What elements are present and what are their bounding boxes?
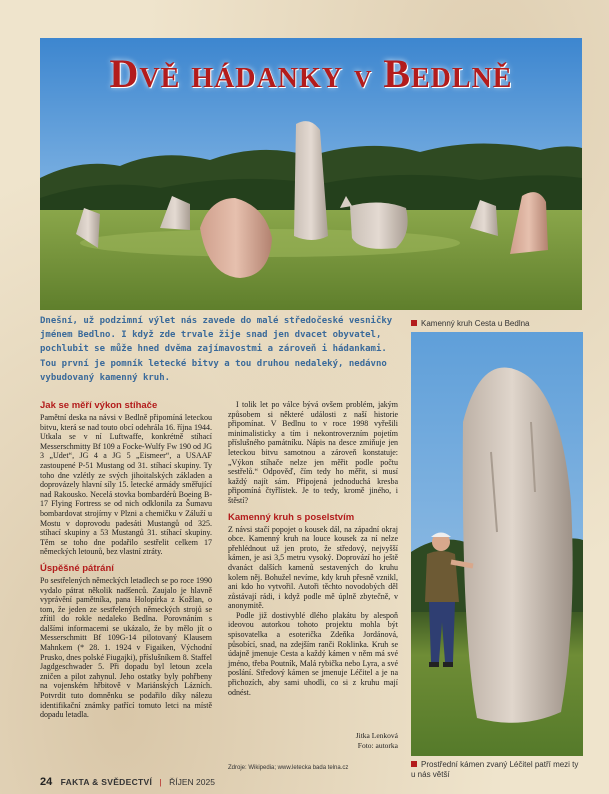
- central-stone-image: [411, 332, 583, 756]
- title-part-3: Bedlně: [383, 51, 513, 96]
- author-signature: [228, 731, 398, 750]
- caption-bottom: [411, 760, 581, 780]
- paragraph: Pamětní deska na návsi v Bedlně připomíná leteckou bitvu, která se nad touto obcí odehrála 16. října 1944. Utkala se v ní Luftwaffe, konkrétně stíhací Messerschmitty Bf 109 a Focke-Wulfy Fw 190 od JG 3 „Udet“, JG 4 a JG 5 „Eismeer“, a USAAF zastoupené P-51 Mustang od 31. stíhací skupiny. Ty toho dne vzlétly ze svých jihoitalských základen a doprovázely hlavní síly 15. letecké armády směřující nad Rakousko. Necelá stovka bombardérů Boeing B-17 Flying Fortress se od nich odklonila za Šumavu bombardovat strojírny v Plzni a chemičku v Záluží u Mostu v doprovodu padesáti Mustangů od 325. stíhací skupiny a 53 Mustangů 31. stíhací skupiny. Těm se toho dne podařilo sestřelit celkem 17 německých letounů, bez vlastní ztráty.: [40, 413, 212, 557]
- text-column-1: [40, 400, 212, 720]
- article-intro: Dnešní, už podzimní výlet nás zavede do malé středočeské vesničky jménem Bedlno. I když zde trvale žije snad jen dvacet obyvatel, pochlubit se může hned dvěma zajímavostmi a zároveň i hádankami. Tou první je pomník letecké bitvy a tou druhou nedaleký, nedávno vybudovaný kamenný kruh.: [40, 316, 393, 383]
- photo-credit: Foto: autorka: [357, 740, 398, 750]
- caption-marker-icon: [411, 320, 417, 326]
- title-part-1: Dvě hádanky: [109, 51, 343, 96]
- page-footer: [40, 776, 215, 788]
- subheading-2: Úspěšné pátrání: [40, 562, 114, 574]
- paragraph: Po sestřelených německých letadlech se po roce 1990 vydalo pátrat několik nadšenců. Zaujalo je hlavně vyprávění pamětníka, pana Holopírka z Kožlan, o tom, že jeden ze sestřelených německých strojů se zřítil do rokle nedaleko Bedlna. Porovnáním s dalšími informacemi se ukázalo, že by mělo jít o Messerschmitt Bf 109G-14 pilotovaný Klausem Mahnkem (* 28. 1. 1924 v Figaiken, Východní Prusko, dnes polské Fiugajki), příslušníkem 8. Staffel Jagdgeschwader 5. Při dopadu byl letoun zcela zničen a pilot zahynul. Jeho ostatky byly pohřbeny na vojenském hřbitově v Mariánských Lázních. Potvrdit tuto domněnku se podařilo díky nálezu identifikační známky patřící tomuto letci na místě dopadu letadla.: [40, 575, 212, 720]
- author-name: Jitka Lenková: [355, 731, 398, 740]
- paragraph: Podle již dostivyblé dlého plakátu by alespoň ideovou autorkou tohoto projektu mohla být spisovatelka a esoterička Zdeňka Jordánová, působící, snad, na zdejším ranči Roklinka. Kruh se údajně jmenuje Cesta a každý kámen v něm má své jméno, třeba Poutník, Malá rybička nebo Lyra, a své poslání. Středový kámen se jmenuje Léčitel a je na přichozích, aby sami uhodli, co si z kruhu mají odnést.: [228, 610, 398, 697]
- title-part-2: v: [353, 58, 373, 95]
- magazine-name: FAKTA & SVĚDECTVÍ: [60, 777, 153, 787]
- text-column-2: [228, 400, 398, 697]
- paragraph: I tolik let po válce bývá ovšem problém, jakým způsobem si některé události z naší historie připomínat. V Bedlnu to v roce 1998 vyřešili minimalisticky a tím i nekontroverzním pojetím příslušného památníku. Nápis na desce zmiňuje jen leteckou bitvu samotnou a zároveň konstatuje: „Výkon stíhače nelze jen měřit podle počtu sestřelů.“ Odpověď, čím tedy ho měřit, si musí každý najít sám. Připojená jednoduchá kresba připomíná čtyřlístek. Je to tedy, kromě jiného, i štěstí?: [228, 400, 398, 505]
- page-number: 24: [40, 776, 53, 788]
- paragraph: Z návsi stačí popojet o kousek dál, na západní okraj obce. Kamenný kruh na louce kousek za ní nelze přehlédnout už jen proto, že středový, nejvyšší kámen, je asi 3,5 metru vysoký. Doprovází ho ještě dvanáct dalších kamenů sestavených do kruhu kolem něj. Bohužel nevíme, kdy kruh přesně vznikl, ani kdo ho vytvořil. Autoři těchto novodobých děl zůstávají rádi, i když podle mě úplně zbytečně, v anonymitě.: [228, 524, 398, 611]
- issue-date: ŘÍJEN 2025: [169, 777, 215, 787]
- footer-separator: |: [159, 777, 162, 787]
- caption-bottom-text: Prostřední kámen zvaný Léčitel patří mezi ty u nás větší: [411, 760, 579, 779]
- subheading-3: Kamenný kruh s poselstvím: [228, 511, 355, 523]
- central-stone-photo: [411, 332, 583, 756]
- caption-marker-icon: [411, 761, 417, 767]
- caption-top: [411, 319, 530, 328]
- article-title: [40, 50, 582, 101]
- caption-top-text: Kamenný kruh Cesta u Bedlna: [421, 319, 530, 328]
- subheading-1: Jak se měří výkon stíhače: [40, 400, 158, 411]
- sources-note: Zdroje: Wikipedia; www.letecka bada telna.cz: [228, 765, 349, 771]
